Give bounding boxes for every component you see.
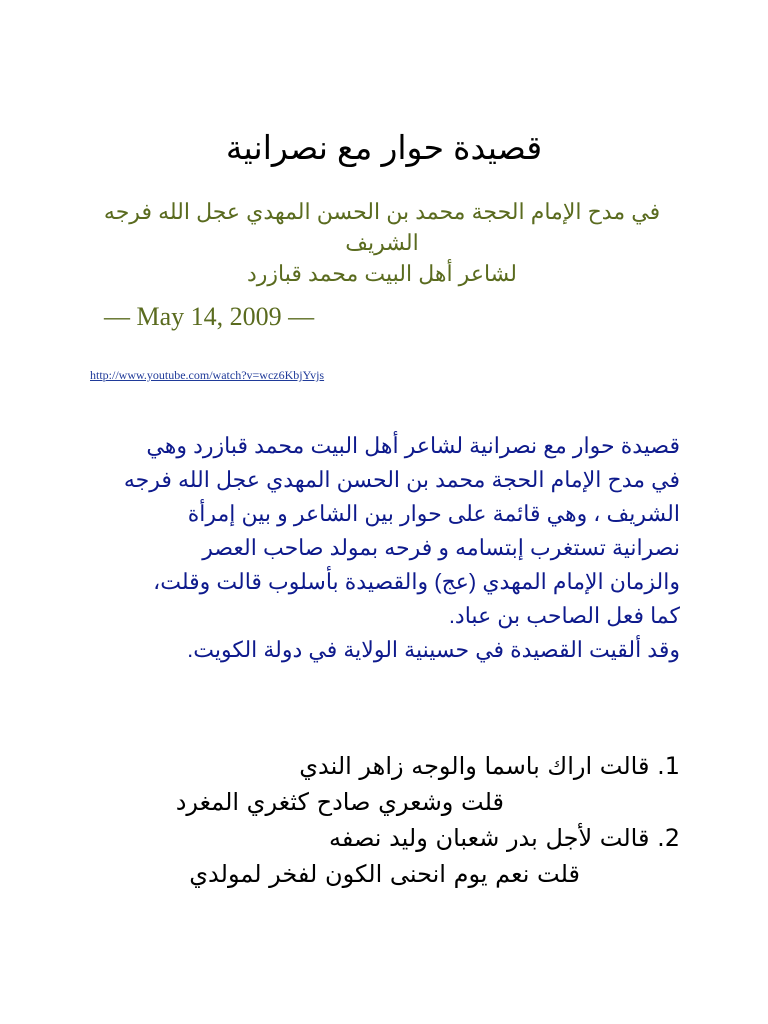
verse-second-hemistich [80, 784, 680, 820]
verse-second-hemistich [80, 856, 680, 892]
verse-first-hemistich [80, 748, 680, 784]
poem-subtitle [80, 196, 684, 289]
intro-line: في مدح الإمام الحجة محمد بن الحسن المهدي عجل الله فرجه [123, 467, 680, 492]
intro-line: نصرانية تستغرب إبتسامه و فرحه بمولد صاحب العصر [202, 535, 680, 560]
intro-paragraph [80, 429, 680, 667]
intro-line: قصيدة حوار مع نصرانية لشاعر أهل البيت محمد قبازرد وهي [146, 433, 680, 458]
subtitle-line-3: لشاعر أهل البيت محمد قبازرد [247, 261, 517, 286]
verse-text: قلت نعم يوم انحنى الكون لفخر لمولدي [189, 860, 580, 888]
verse-text: قلت وشعري صادح كثغري المغرد [175, 788, 504, 816]
intro-line: كما فعل الصاحب بن عباد. [448, 603, 680, 628]
youtube-link[interactable]: http://www.youtube.com/watch?v=wcz6KbjYvjs [90, 368, 325, 382]
intro-line: وقد ألقيت القصيدة في حسينية الولاية في دولة الكويت. [187, 637, 680, 662]
subtitle-line-1: في مدح الإمام الحجة محمد بن الحسن المهدي عجل الله فرجه [103, 199, 661, 224]
verse-number: 2. [657, 824, 680, 852]
publish-date: — May 14, 2009 — [104, 302, 315, 331]
intro-line: الشريف ، وهي قائمة على حوار بين الشاعر و بين إمرأة [187, 501, 680, 526]
poem-title: قصيدة حوار مع نصرانية [225, 129, 543, 166]
verses-list [80, 748, 680, 892]
verse-number: 1. [657, 752, 680, 780]
verse-first-hemistich [80, 820, 680, 856]
intro-line: والزمان الإمام المهدي (عج) والقصيدة بأسلوب قالت وقلت، [153, 569, 680, 594]
verse-text: قالت اراك باسما والوجه زاهر الندي [299, 752, 650, 780]
subtitle-line-2: الشريف [345, 230, 419, 255]
verse-text: قالت لأجل بدر شعبان وليد نصفه [328, 824, 650, 852]
